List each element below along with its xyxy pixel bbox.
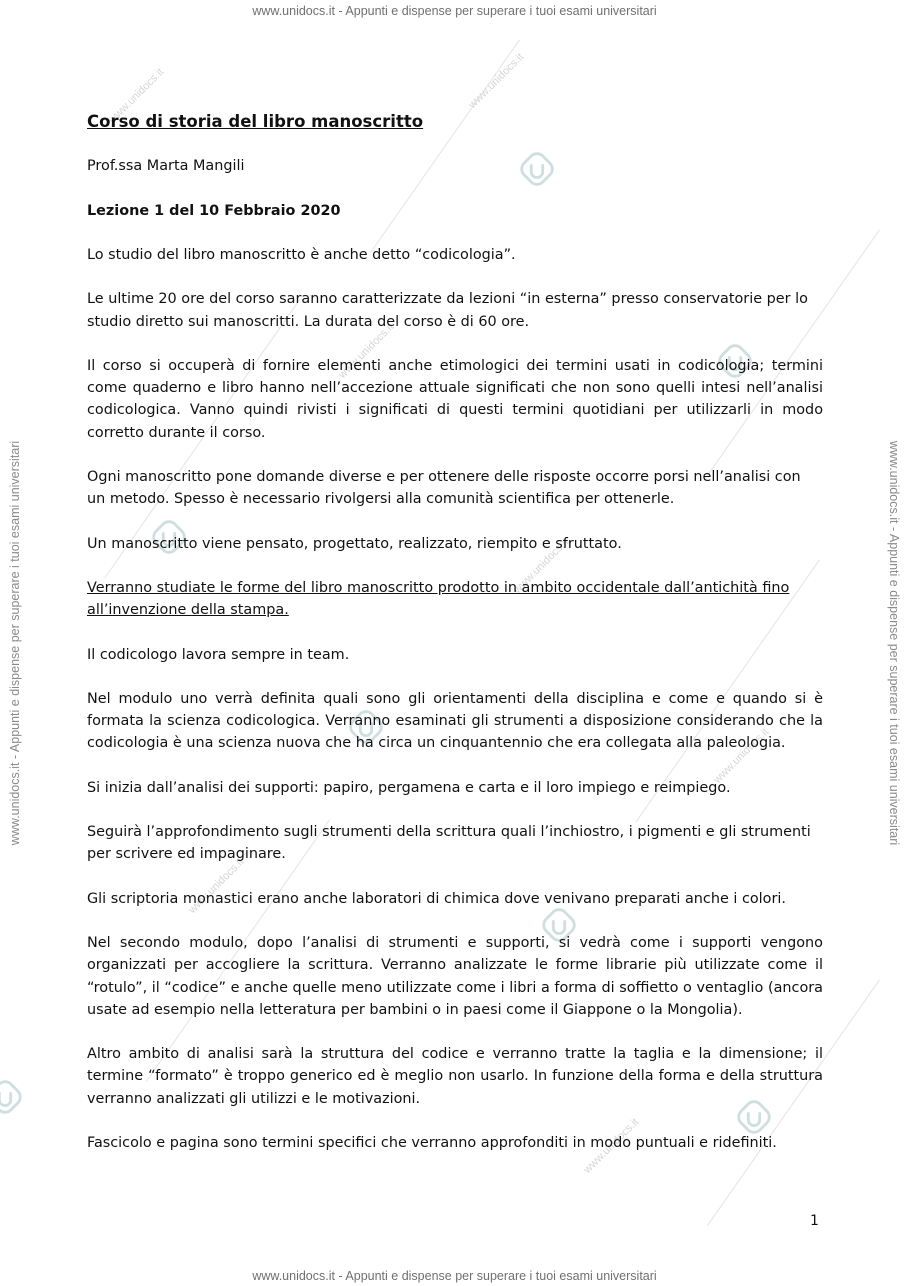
page-number: 1 [810, 1213, 819, 1229]
paragraph: Lo studio del libro manoscritto è anche detto “codicologia”. [87, 246, 516, 263]
paragraph: Un manoscritto viene pensato, progettato, realizzato, riempito e sfruttato. [87, 535, 622, 552]
paragraph: Nel secondo modulo, dopo l’analisi di strumenti e supporti, si vedrà come i supporti vengono organizzati per accogliere la scrittura. Verranno analizzate le forme librarie più utilizzate come il “rotulo”, il “codice” e anche quelle meno utilizzate come i libri a forma di soffietto o ventaglio (ancora usate ad esempio nella letteratura per bambini o in paesi come il Giappone o la Mongolia). [87, 935, 823, 1018]
paragraph: Si inizia dall’analisi dei supporti: papiro, pergamena e carta e il loro impiego e reimpiego. [87, 779, 731, 796]
watermark-logo-icon [0, 1078, 24, 1116]
paragraph: Fascicolo e pagina sono termini specifici che verranno approfonditi in modo puntuali e ridefiniti. [87, 1134, 777, 1151]
watermark-banner-top: www.unidocs.it - Appunti e dispense per superare i tuoi esami universitari [252, 4, 657, 18]
paragraph: Seguirà l’approfondimento sugli strumenti della scrittura quali l’inchiostro, i pigmenti e gli strumenti per scrivere ed impaginare. [87, 824, 811, 863]
watermark-faint-text: www.unidocs.it [466, 51, 527, 111]
watermark-faint-text: www.unidocs.it [336, 321, 397, 381]
document-title: Corso di storia del libro manoscritto [87, 112, 424, 131]
paragraph: Le ultime 20 ore del corso saranno caratterizzate da lezioni “in esterna” presso conservatorie per lo studio diretto sui manoscritti. La durata del corso è di 60 ore. [87, 291, 808, 330]
watermark-side-right-text: www.unidocs.it - Appunti e dispense per superare i tuoi esami universitari [887, 440, 901, 846]
paragraph: Nel modulo uno verrà definita quali sono gli orientamenti della disciplina e come e quando si è formata la scienza codicologica. Verranno esaminati gli strumenti a disposizione considerando che la codicologia è una scienza nuova che ha circa un cinquantennio che era collegata alla paleologia. [87, 690, 823, 752]
watermark-faint-text: www.unidocs.it [511, 536, 572, 596]
watermark-faint-text: www.unidocs.it [106, 66, 167, 126]
watermark-banner-bottom: www.unidocs.it - Appunti e dispense per superare i tuoi esami universitari [252, 1269, 657, 1283]
paragraph: Il corso si occuperà di fornire elementi anche etimologici dei termini usati in codicologia; termini come quaderno e libro hanno nell’accezione attuale significati che non sono quelli intesi nell’analisi codicologica. Vanno quindi rivisti i significati di questi termini quotidiani per utilizzarli in modo corretto durante il corso. [87, 357, 823, 441]
watermark-faint-text: www.unidocs.it [186, 856, 247, 916]
watermark-faint-text: www.unidocs.it [711, 726, 772, 786]
paragraph: Ogni manoscritto pone domande diverse e per ottenere delle risposte occorre porsi nell’analisi con un metodo. Spesso è necessario rivolgersi alla comunità scientifica per ottenerle. [87, 468, 801, 508]
watermark-faint-text: www.unidocs.it [581, 1116, 642, 1176]
document-page [87, 111, 823, 1176]
paragraph: Altro ambito di analisi sarà la struttura del codice e verranno tratte la taglia e la dimensione; il termine “formato” è troppo generico ed è meglio non usarlo. In funzione della forma e della struttura verranno analizzati gli utilizzi e le motivazioni. [87, 1046, 823, 1107]
professor-name: Prof.ssa Marta Mangili [87, 158, 245, 175]
lesson-heading: Lezione 1 del 10 Febbraio 2020 [87, 202, 341, 219]
paragraph: Il codicologo lavora sempre in team. [87, 646, 350, 663]
paragraph: Gli scriptoria monastici erano anche laboratori di chimica dove venivano preparati anche i colori. [87, 890, 786, 907]
watermark-side-left-text: www.unidocs.it - Appunti e dispense per superare i tuoi esami universitari [8, 440, 22, 846]
paragraph-underlined: Verranno studiate le forme del libro manoscritto prodotto in ambito occidentale dall’antichità fino all’invenzione della stampa. [87, 579, 790, 619]
